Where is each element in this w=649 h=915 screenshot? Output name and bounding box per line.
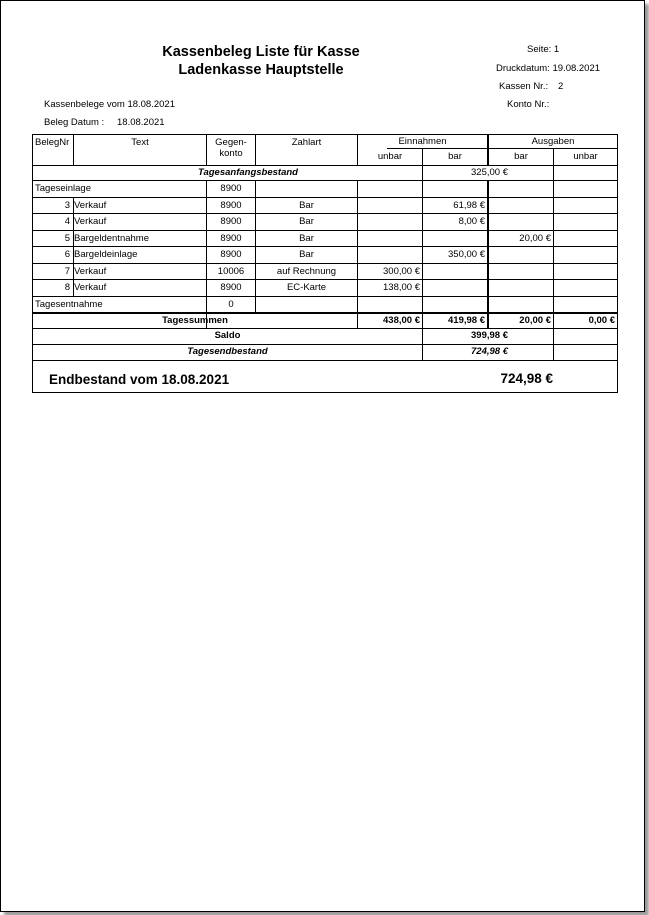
row-gegenkonto: 10006 (217, 266, 245, 277)
row-text: Verkauf (74, 200, 107, 211)
row-belegnr: 5 (64, 233, 70, 244)
col-ein-bar: bar (448, 151, 462, 162)
saldo-label: Saldo (214, 330, 241, 341)
report-subtitle: Ladenkasse Hauptstelle (178, 62, 344, 78)
row-belegnr: 4 (64, 216, 70, 227)
row-belegnr: 7 (64, 266, 70, 277)
row-gegenkonto: 8900 (220, 282, 242, 293)
row-text: Tageseinlage (35, 183, 91, 194)
col-text: Text (131, 137, 149, 148)
row-gegenkonto: 8900 (220, 249, 242, 260)
row-ein-unbar: 138,00 € (383, 282, 420, 293)
closing-balance-value: 724,98 € (471, 346, 508, 357)
print-date: Druckdatum: 19.08.2021 (496, 63, 601, 74)
row-zahlart: EC-Karte (286, 282, 327, 293)
row-gegenkonto: 8900 (220, 216, 242, 227)
receipt-date-label: Beleg Datum : (44, 117, 105, 128)
row-ein-bar: 61,98 € (453, 200, 485, 211)
account-number: Konto Nr.: (507, 99, 550, 110)
col-einnahmen: Einnahmen (398, 136, 447, 147)
receipts-date: Kassenbelege vom 18.08.2021 (44, 99, 175, 110)
col-ausgaben: Ausgaben (531, 136, 575, 147)
row-ein-bar: 8,00 € (458, 216, 485, 227)
row-text: Verkauf (74, 282, 107, 293)
page-number: Seite: 1 (527, 44, 560, 55)
row-zahlart: Bar (299, 200, 314, 211)
row-belegnr: 8 (64, 282, 70, 293)
opening-balance-label: Tagesanfangsbestand (198, 167, 298, 178)
row-gegenkonto: 0 (228, 299, 234, 310)
row-zahlart: Bar (299, 233, 314, 244)
row-gegenkonto: 8900 (220, 183, 242, 194)
report-title: Kassenbeleg Liste für Kasse (162, 44, 360, 60)
row-belegnr: 3 (64, 200, 70, 211)
row-aus-bar: 20,00 € (519, 233, 551, 244)
daily-totals-label: Tagessummen (162, 315, 228, 326)
row-ein-unbar: 300,00 € (383, 266, 420, 277)
row-text: Bargeldentnahme (74, 233, 149, 244)
opening-balance-value: 325,00 € (471, 167, 508, 178)
row-text: Tagesentnahme (35, 299, 103, 310)
row-gegenkonto: 8900 (220, 233, 242, 244)
row-text: Bargeldeinlage (74, 249, 138, 260)
daily-totals-ein-bar: 419,98 € (448, 315, 485, 326)
row-belegnr: 6 (64, 249, 70, 260)
register-number-label: Kassen Nr.: (499, 81, 549, 92)
row-text: Verkauf (74, 216, 107, 227)
daily-totals-ein-unbar: 438,00 € (383, 315, 420, 326)
col-belegnr: BelegNr (35, 137, 70, 148)
col-ein-unbar: unbar (377, 151, 403, 162)
row-ein-bar: 350,00 € (448, 249, 485, 260)
row-zahlart: Bar (299, 216, 314, 227)
row-text: Verkauf (74, 266, 107, 277)
receipt-date-value: 18.08.2021 (117, 117, 165, 128)
saldo-value: 399,98 € (471, 330, 508, 341)
row-zahlart: Bar (299, 249, 314, 260)
daily-totals-aus-bar: 20,00 € (519, 315, 551, 326)
col-konto: konto (219, 148, 243, 159)
row-zahlart: auf Rechnung (276, 266, 337, 277)
final-balance-label: Endbestand vom 18.08.2021 (49, 372, 230, 387)
closing-balance-label: Tagesendbestand (187, 346, 268, 357)
col-gegen: Gegen- (215, 137, 247, 148)
daily-totals-aus-unbar: 0,00 € (588, 315, 615, 326)
row-gegenkonto: 8900 (220, 200, 242, 211)
final-balance-value: 724,98 € (500, 371, 553, 386)
cash-table (32, 134, 618, 393)
col-aus-bar: bar (514, 151, 528, 162)
col-zahlart: Zahlart (291, 137, 322, 148)
register-number-value: 2 (558, 81, 564, 92)
col-aus-unbar: unbar (573, 151, 598, 162)
